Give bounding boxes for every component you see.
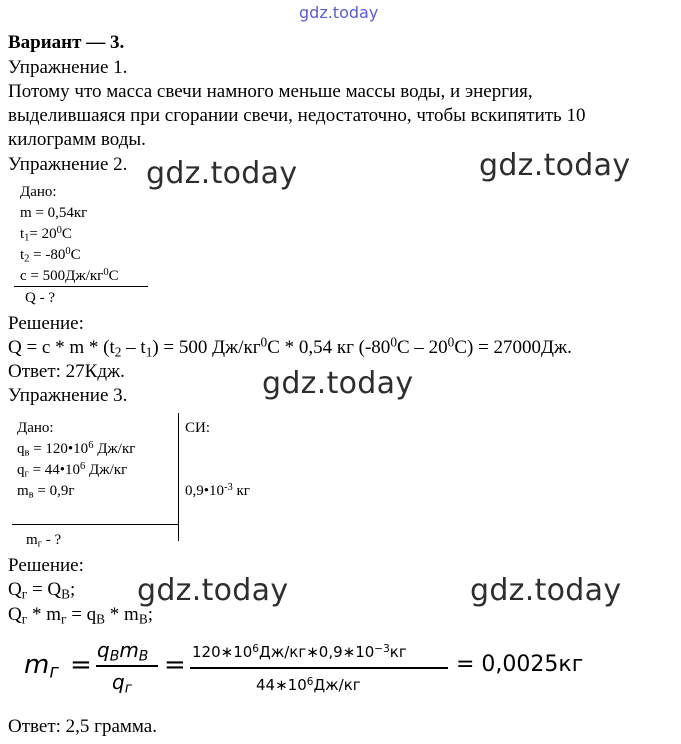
watermark: gdz.today (262, 366, 414, 401)
formula-frac1-den: $q_г$ (112, 670, 133, 697)
ex3-answer: Ответ: 2,5 грамма. (8, 716, 157, 737)
ex2-answer: Ответ: 27Кдж. (8, 361, 125, 382)
ex3-given-qv: $q_в$ = $120•10^6$ Дж/кг (17, 439, 136, 459)
watermark: gdz.today (479, 148, 631, 183)
ex3-heading: Упражнение 3. (8, 385, 128, 406)
ex3-si-value: $0,9•10^{-3}$ кг (185, 481, 250, 499)
formula-result: = 0,0025кг (456, 652, 584, 677)
ex1-heading: Упражнение 1. (8, 57, 128, 78)
ex3-eq1: $Q_г = Q_B$; (8, 579, 76, 602)
ex2-given-c: $c = 500Дж/кг^0C$ (20, 266, 119, 284)
ex3-si-label: СИ: (185, 420, 211, 436)
ex2-heading: Упражнение 2. (8, 154, 128, 175)
ex3-given-label: Дано: (17, 420, 54, 436)
formula-frac2-bar (190, 667, 448, 669)
ex3-solution-label: Решение: (8, 555, 84, 576)
ex3-given-mv: $m_в = 0,9г$ (17, 483, 75, 501)
formula-equals: = (70, 650, 92, 680)
ex3-vertical-divider (178, 413, 179, 541)
ex2-given-label: Дано: (20, 184, 57, 200)
ex2-solution-label: Решение: (8, 313, 84, 334)
ex1-line: Потому что масса свечи намного меньше массы воды, и энергия, (8, 81, 533, 102)
ex2-given-mass: m = 0,54кг (20, 205, 88, 221)
formula-frac1-bar (96, 665, 158, 667)
ex1-line: килограмм воды. (8, 129, 146, 150)
watermark: gdz.today (137, 573, 289, 608)
watermark-top: gdz.today (299, 3, 379, 22)
watermark: gdz.today (470, 573, 622, 608)
formula-equals: = (164, 650, 186, 680)
formula-frac2-den: $44∗10^6Дж/кг$ (256, 675, 361, 694)
ex2-formula: $Q = c * m * (t_2 - t_1) = 500$ $Дж/кг^0C * 0,54$ кг $(-80^0C - 20^0C) = 27000Дж$. (8, 334, 572, 360)
ex2-divider (14, 286, 148, 287)
formula-frac1-num: $q_Bm_B$ (97, 638, 149, 665)
ex2-given-t1: $t_1= 20^0C$ (20, 224, 72, 244)
ex2-find: Q - ? (25, 290, 55, 306)
formula-frac2-num: $120∗10^6Дж/кг∗0,9∗10^{-3}кг$ (192, 642, 407, 661)
ex3-eq2: $Q_г * m_г = q_B * m_B$; (8, 604, 153, 627)
ex3-divider (12, 524, 178, 525)
ex1-line: выделившаяся при сгорании свечи, недостаточно, чтобы вскипятить 10 (8, 105, 586, 126)
ex3-find: $m_г$ - ? (26, 532, 62, 550)
ex2-given-t2: $t_2 = -80^0C$ (20, 245, 81, 265)
variant-title: Вариант — 3. (8, 32, 125, 53)
watermark: gdz.today (146, 156, 298, 191)
ex3-given-qg: $q_г$ = $44•10^6$ Дж/кг (17, 460, 128, 480)
formula-lhs: $m_г$ (24, 650, 59, 683)
